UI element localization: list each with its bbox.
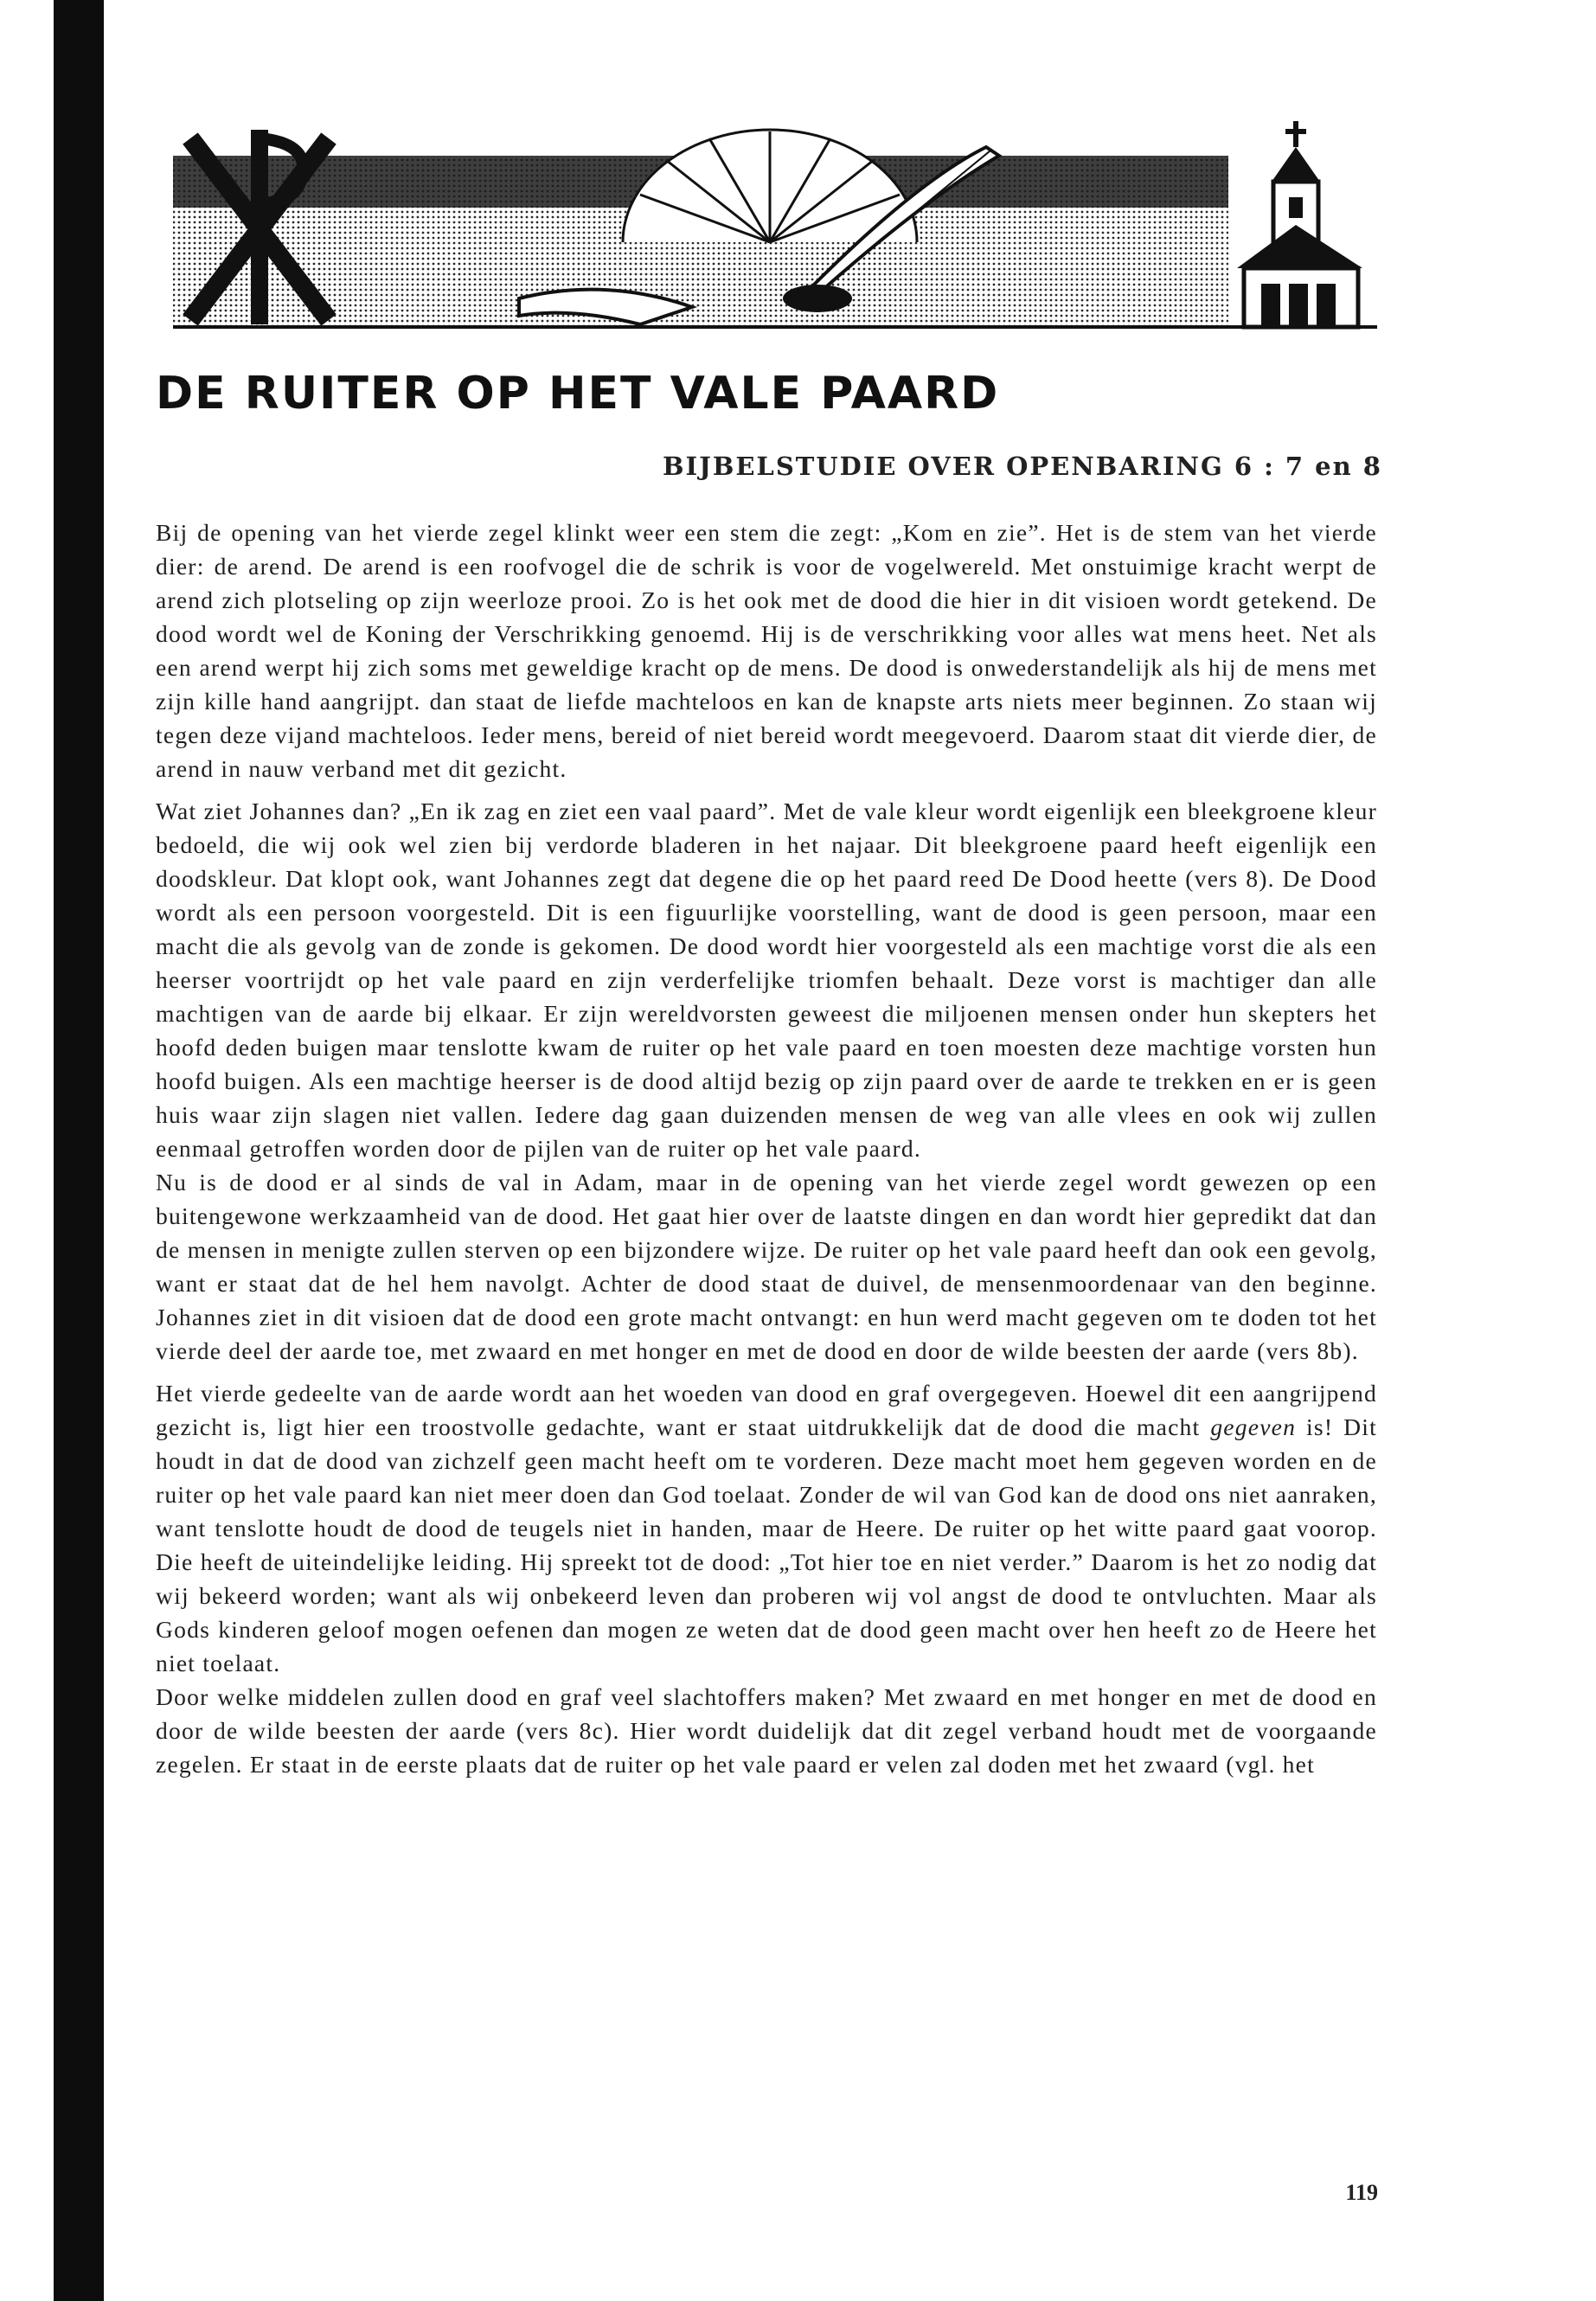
article-title: DE RUITER OP HET VALE PAARD [156,368,1000,420]
paragraph: Door welke middelen zullen dood en graf veel slachtoffers maken? Met zwaard en met honger en met de dood en door de wilde beesten der aarde (vers 8c). Hier wordt duidelijk dat dit zegel verband houdt met de voorgaande zegelen. Er staat in de eerste plaats dat de ruiter op het vale paard er velen zal doden met het zwaard (vgl. het [156,1683,1377,1778]
paragraph: Nu is de dood er al sinds de val in Adam, maar in de opening van het vierde zegel wordt gewezen op een buitengewone werkzaamheid van de dood. Het gaat hier over de laatste dingen en dan wordt hier gepredikt dat dan de mensen in menigte zullen sterven op een bijzondere wijze. De ruiter op het vale paard heeft dan ook een gevolg, want er staat dat de hel hem navolgt. Achter de dood staat de duivel, de mensenmoordenaar van den beginne. Johannes ziet in dit visioen dat de dood een grote macht ontvangt: en hun werd macht gegeven om te doden tot het vierde deel der aarde toe, met zwaard en met honger en met de dood en door de wilde beesten der aarde (vers 8b). [156,1169,1377,1364]
header-banner [156,121,1377,337]
page-number: 119 [1345,2180,1378,2205]
church-icon [1228,121,1377,329]
paragraph: Wat ziet Johannes dan? „En ik zag en ziet een vaal paard”. Met de vale kleur wordt eigenlijk een bleekgroene kleur bedoeld, die wij ook wel zien bij verdorde bladeren in het najaar. Dit bleekgroene paard heeft eigenlijk een doodskleur. Dat klopt ook, want Johannes zegt dat degene die op het paard reed De Dood heette (vers 8). De Dood wordt als een persoon voorgesteld. Dit is een figuurlijke voorstelling, want de dood is geen persoon, maar een macht die als gevolg van de zonde is gekomen. De dood wordt hier voorgesteld als een machtige vorst die als een heerser voortrijdt op het vale paard en zijn verderfelijke triomfen behaalt. Deze vorst is machtiger dan alle machtigen van de aarde bij elkaar. Er zijn wereldvorsten geweest die miljoenen mensen onder hun skepters het hoofd deden buigen maar tenslotte kwam de ruiter op het vale paard en toen moesten deze machtige vorsten hun hoofd buigen. Als een machtige heerser is de dood altijd bezig op zijn paard over de aarde te trekken en er is geen huis waar zijn slagen niet vallen. Iedere dag gaan duizenden mensen de weg van alle vlees en ook wij zullen eenmaal getroffen worden door de pijlen van de ruiter op het vale paard. [156,798,1377,1162]
chi-rho-icon [173,121,363,329]
article-body [156,516,1377,1781]
paragraph-text: is! Dit houdt in dat de dood van zichzelf geen macht heeft om te vorderen. Deze macht moet hem gegeven worden en de ruiter op het vale paard kan niet meer doen dan God toelaat. Zonder de wil van God kan de dood ons niet aanraken, want tenslotte houdt de dood de teugels niet in handen, maar de Heere. De ruiter op het witte paard gaat voorop. Die heeft de uiteindelijke leiding. Hij spreekt tot de dood: „Tot hier toe en niet verder.” Daarom is het zo nodig dat wij bekeerd worden; want als wij onbekeerd leven dan proberen wij vol angst de dood te ontvluchten. Maar als Gods kinderen geloof mogen oefenen dan mogen ze weten dat de dood geen macht over hen heeft zo de Heere het niet toelaat. [156,1413,1377,1676]
article-subtitle: BIJBELSTUDIE OVER OPENBARING 6 : 7 en 8 [663,452,1382,481]
paragraph [156,1376,1377,1680]
sunburst-ornament [623,130,917,242]
paragraph: Bij de opening van het vierde zegel klinkt weer een stem die zegt: „Kom en zie”. Het is de stem van het vierde dier: de arend. De arend is een roofvogel die de schrik is voor de vogelwereld. Met onstuimige kracht werpt de arend zich plotseling op zijn weerloze prooi. Zo is het ook met de dood die hier in dit visioen wordt getekend. De dood wordt wel de Koning der Verschrikking genoemd. Hij is de verschrikking voor alles wat mens heet. Net als een arend werpt hij zich soms met geweldige kracht op de mens. De dood is onwederstandelijk als hij de mens met zijn kille hand aangrijpt. dan staat de liefde machteloos en kan de knapste arts niets meer beginnen. Zo staan wij tegen deze vijand machteloos. Ieder mens, bereid of niet bereid wordt meegevoerd. Daarom staat dit vierde dier, de arend in nauw verband met dit gezicht. [156,519,1377,782]
paragraph-text: Het vierde gedeelte van de aarde wordt aan het woeden van dood en graf overgegeven. Hoewel dit een aangrijpend gezicht is, ligt hier een troostvolle gedachte, want er staat uitdrukkelijk dat de dood die macht [156,1380,1377,1440]
emphasis-text: gegeven [1210,1413,1297,1440]
scan-binding-edge [54,0,104,2301]
